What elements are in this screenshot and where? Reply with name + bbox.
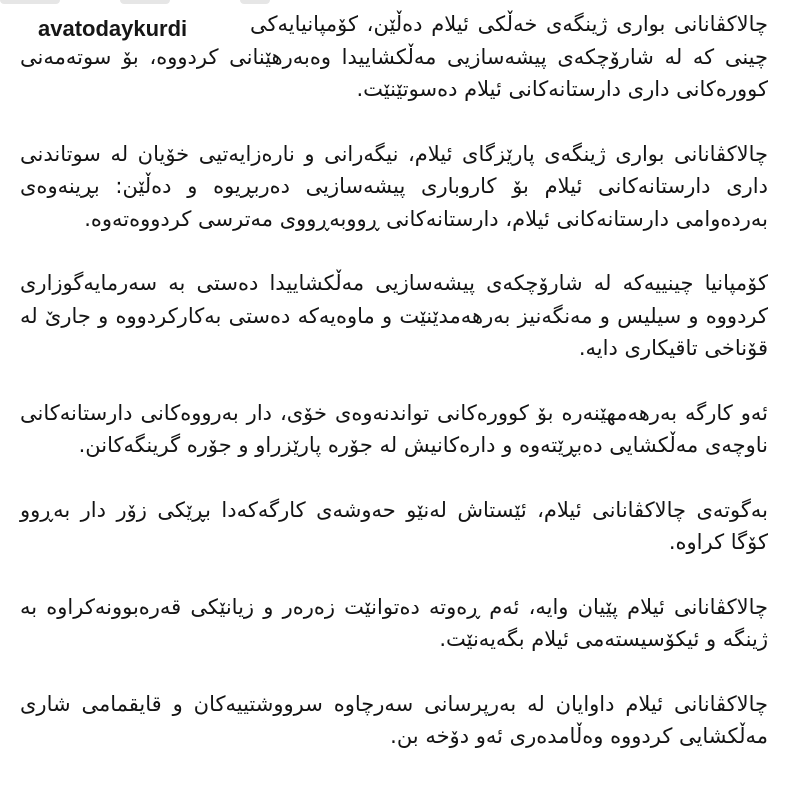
previous-content-edge: [0, 0, 788, 6]
caption-paragraph-5: بەگوتەی چالاکڤانانی ئیلام، ئێستاش لەنێو حەوشەی کارگەکەدا بڕێکی زۆر دار بەڕوو کۆگا کراوە.: [20, 497, 768, 554]
caption-paragraph-2: چالاکڤانانی بواری ژینگەی پارێزگای ئیلام، نیگەرانی و نارەزایەتیی خۆیان لە سوتاندنی داری دارستانەکانی ئیلام بۆ کاروباری پیشەسازیی دەربڕیوە و دەڵێن: بڕینەوەی بەردەوامی دارستانەکانی ئیلام، دارستانەکانی ڕووبەڕووی مەترسی کردووەتەوە.: [20, 141, 768, 231]
username-space: [20, 8, 250, 38]
caption-paragraph-1: چالاکڤانانی بواری ژینگەی خەڵکی ئیلام دەڵێن، کۆمپانیایەکی چینی کە لە شارۆچکەی پیشەسازیی مەڵکشاییدا وەبەرهێنانی کردووە، بۆ سوتەمەنی کوورەکانی داری دارستانەکانی ئیلام دەسوتێنێت.: [20, 8, 768, 106]
post-caption-body: [20, 8, 768, 785]
caption-paragraph-7: چالاکڤانانی ئیلام داوایان لە بەرپرسانی سەرچاوە سرووشتییەکان و قایقمامی شاری مەڵکشایی کردووە وەڵامدەری ئەو دۆخە بن.: [20, 691, 768, 748]
caption-paragraph-3: کۆمپانیا چینییەکە لە شارۆچکەی پیشەسازیی مەڵکشاییدا دەستی بە سەرمایەگوزاری کردووە و سیلیس و مەنگەنیز بەرهەمدێنێت و ماوەیەکە دەستی بەکارکردووە و جارێ لە قۆناخی تاقیکاری دایە.: [20, 271, 768, 360]
post-username-link[interactable]: avatodaykurdi: [38, 16, 188, 41]
caption-paragraph-4: ئەو کارگە بەرهەمهێنەرە بۆ کوورەکانی تواندنەوەی خۆی، دار بەرووەکانی دارستانەکانی ناوچەی مەڵکشایی دەبڕێتەوە و دارەکانیش لە جۆرە پارێزراو و جۆرە گرینگەکانن.: [20, 400, 768, 457]
caption-paragraph-6: چالاکڤانانی ئیلام پێیان وایە، ئەم ڕەوتە دەتوانێت زەرەر و زیانێکی قەرەبوونەکراوە بە ژینگە و ئیکۆسیستەمی ئیلام بگەیەنێت.: [20, 594, 768, 651]
